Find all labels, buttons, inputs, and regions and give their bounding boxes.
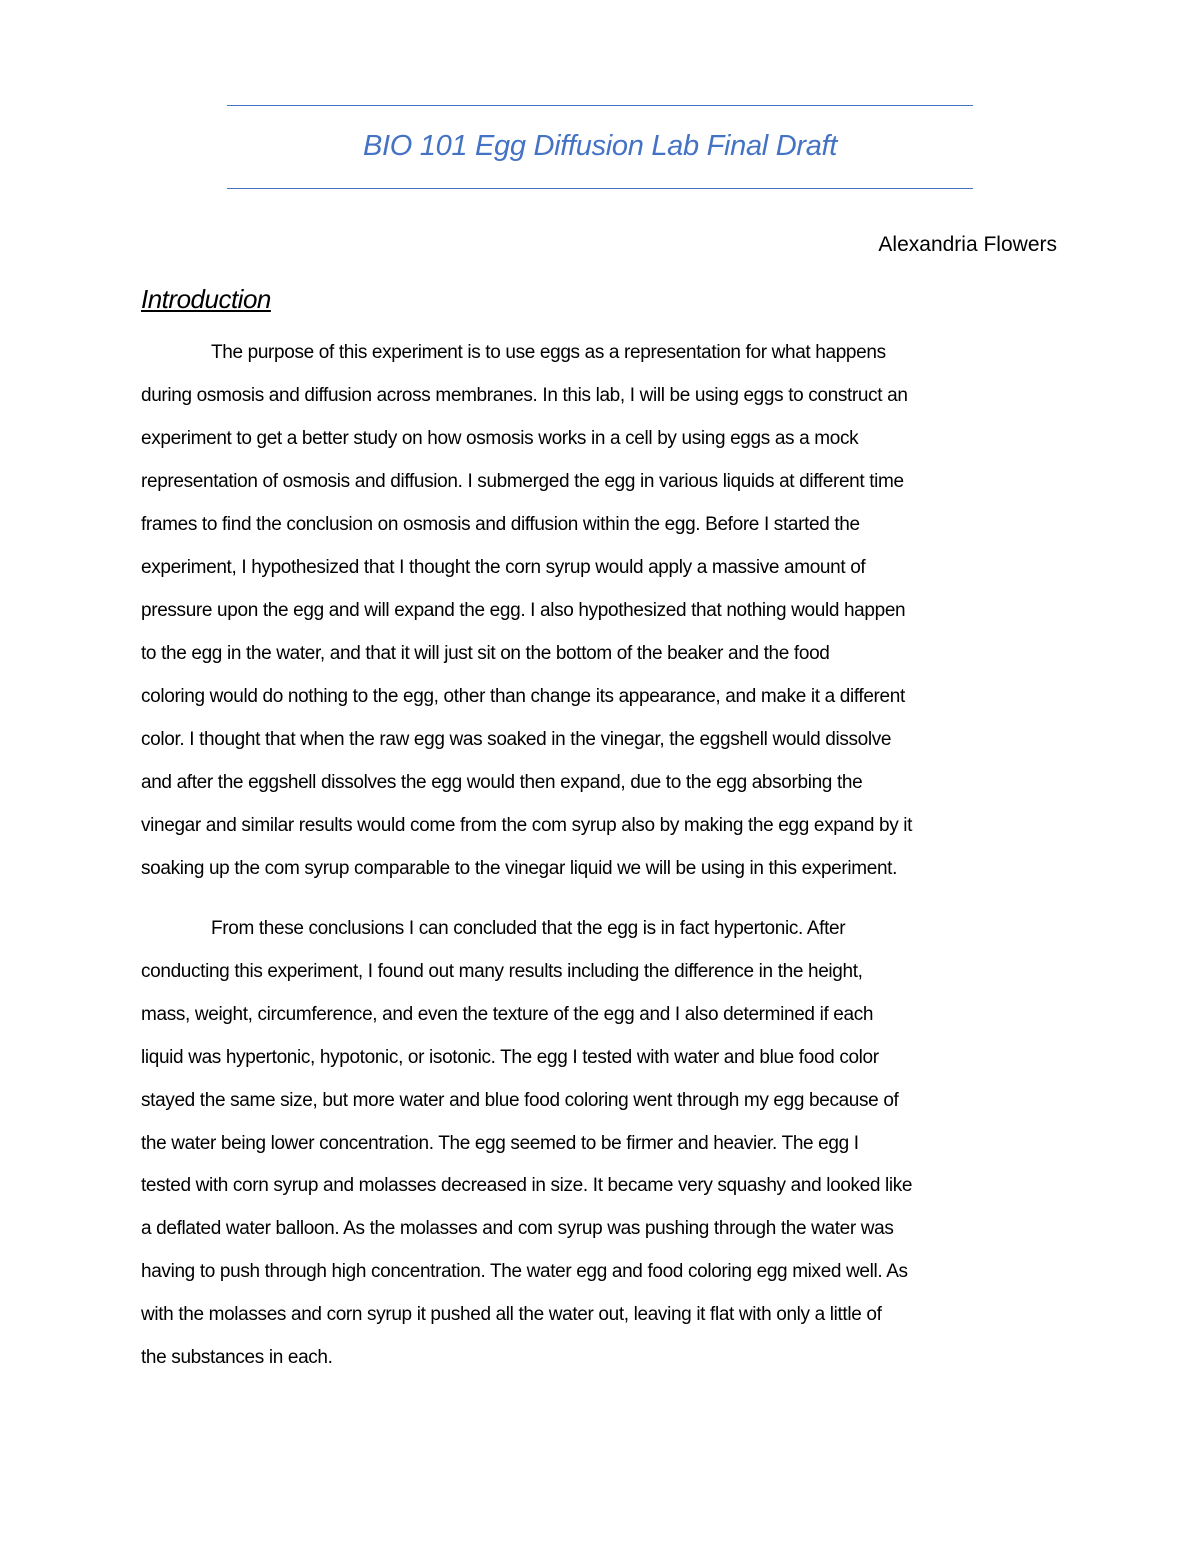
paragraph-1-line: color. I thought that when the raw egg was soaked in the vinegar, the eggshell would dissolve xyxy=(141,729,892,750)
paragraph-2-line: with the molasses and corn syrup it pushed all the water out, leaving it flat with only a little of xyxy=(141,1304,882,1326)
paragraph-1-line: to the egg in the water, and that it will just sit on the bottom of the beaker and the food xyxy=(141,643,830,664)
paragraph-1-line: and after the eggshell dissolves the egg would then expand, due to the egg absorbing the xyxy=(141,772,863,793)
paragraph-1-line: experiment to get a better study on how osmosis works in a cell by using eggs as a mock xyxy=(141,428,859,449)
document-title: BIO 101 Egg Diffusion Lab Final Draft xyxy=(362,130,838,162)
paragraph-1-line: pressure upon the egg and will expand the egg. I also hypothesized that nothing would happen xyxy=(141,600,906,621)
section-heading: Introduction xyxy=(141,284,271,314)
title-rule-bottom xyxy=(227,188,973,189)
paragraph-2-line: tested with corn syrup and molasses decreased in size. It became very squashy and looked like xyxy=(141,1175,913,1197)
paragraph-2-line: having to push through high concentration. The water egg and food coloring egg mixed well. As xyxy=(141,1261,908,1283)
paragraph-2-line: conducting this experiment, I found out many results including the difference in the height, xyxy=(141,960,863,982)
paragraph-1-line: experiment, I hypothesized that I thought the corn syrup would apply a massive amount of xyxy=(141,557,866,578)
paragraph-1-line: soaking up the com syrup comparable to the vinegar liquid we will be using in this experiment. xyxy=(141,858,898,879)
title-rule-top xyxy=(227,105,973,106)
paragraph-1-line: coloring would do nothing to the egg, other than change its appearance, and make it a different xyxy=(141,686,905,707)
paragraph-1-line: The purpose of this experiment is to use eggs as a representation for what happens xyxy=(211,342,886,363)
paragraph-1-line: representation of osmosis and diffusion. I submerged the egg in various liquids at different time xyxy=(141,471,904,492)
paragraph-1-line: frames to find the conclusion on osmosis and diffusion within the egg. Before I started the xyxy=(141,514,860,535)
paragraph-2-line: the substances in each. xyxy=(141,1347,333,1368)
paragraph-2-line: liquid was hypertonic, hypotonic, or isotonic. The egg I tested with water and blue food color xyxy=(141,1046,879,1068)
author-name: Alexandria Flowers xyxy=(878,233,1057,256)
paragraph-2-line: mass, weight, circumference, and even the texture of the egg and I also determined if each xyxy=(141,1003,874,1025)
paragraph-2-line: a deflated water balloon. As the molasses and com syrup was pushing through the water was xyxy=(141,1218,894,1240)
paragraph-1-line: vinegar and similar results would come from the com syrup also by making the egg expand by it xyxy=(141,815,913,836)
paragraph-2-line: From these conclusions I can concluded that the egg is in fact hypertonic. After xyxy=(211,918,846,939)
paragraph-2-line: the water being lower concentration. The egg seemed to be firmer and heavier. The egg I xyxy=(141,1132,859,1154)
paragraph-2-line: stayed the same size, but more water and blue food coloring went through my egg because of xyxy=(141,1089,899,1111)
paragraph-1-line: during osmosis and diffusion across membranes. In this lab, I will be using eggs to construct an xyxy=(141,385,908,406)
